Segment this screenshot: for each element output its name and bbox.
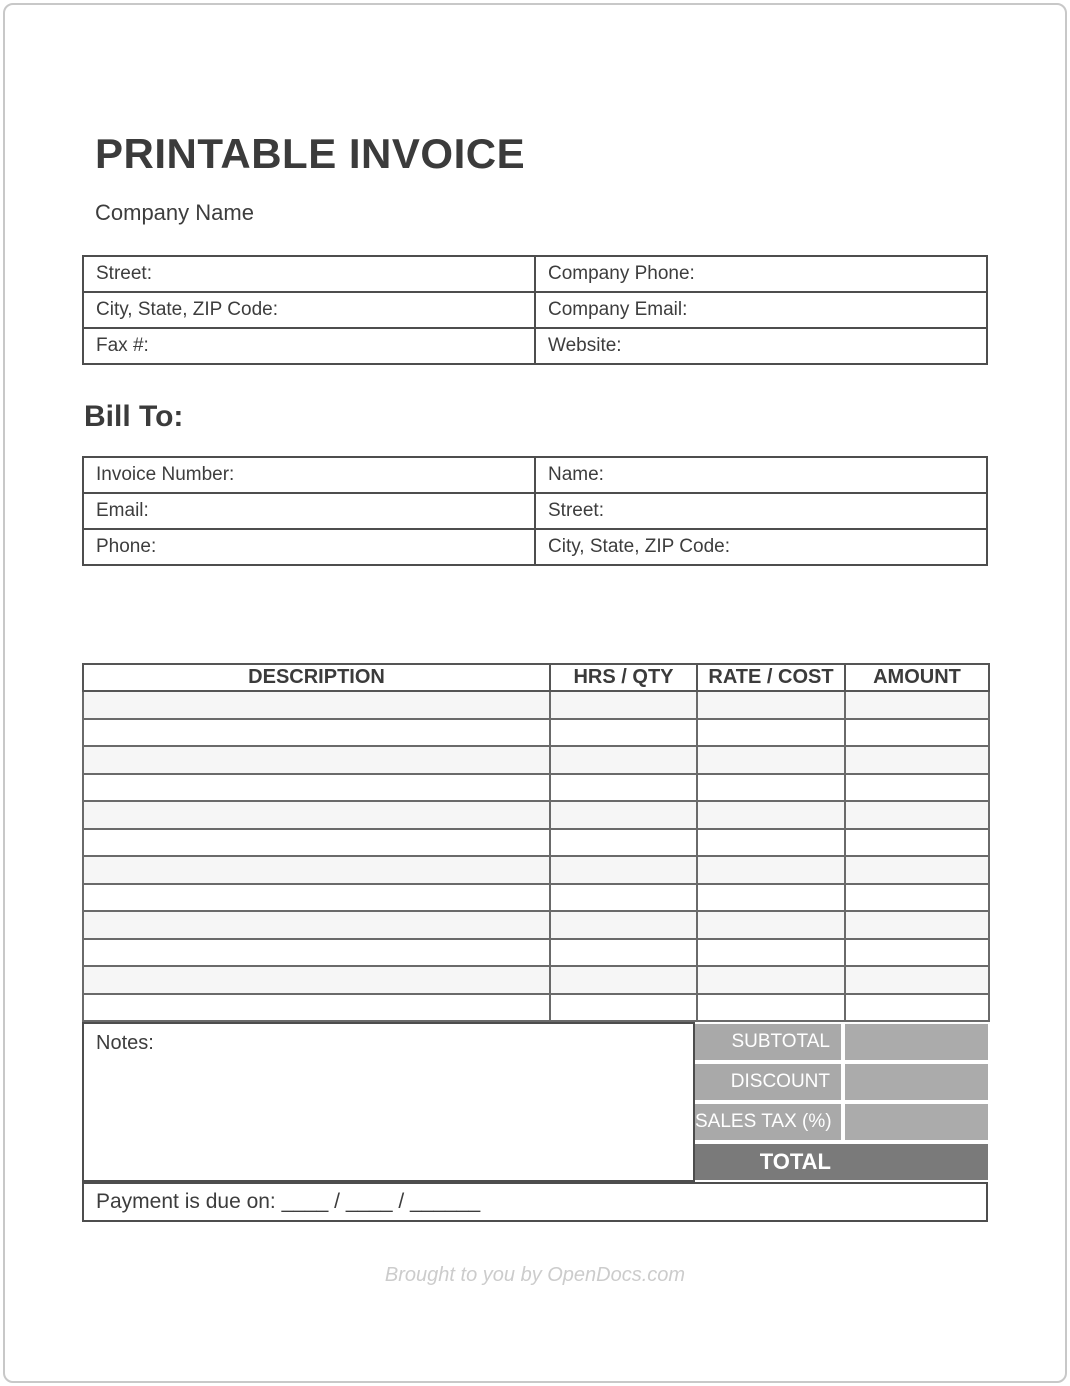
item-cell [83,966,550,994]
item-cell [83,829,550,857]
total-bar: TOTAL [695,1144,988,1180]
item-cell [550,911,697,939]
footer-credit: Brought to you by OpenDocs.com [384,1264,686,1286]
company-info-row [83,328,987,364]
item-cell [697,746,845,774]
invoice-page [3,3,1067,1383]
item-cell [83,746,550,774]
item-cell [550,994,697,1022]
payment-due-row [82,1182,988,1222]
item-cell [83,801,550,829]
item-cell [550,691,697,719]
items-header-row [83,664,989,691]
column-header-rate-cost: RATE / COST [697,664,845,691]
item-row [83,856,989,884]
item-cell [550,829,697,857]
company-name: Company Name [95,200,254,225]
sales-tax-label: SALES TAX (%) [695,1104,841,1140]
item-cell [83,719,550,747]
item-cell [845,691,989,719]
item-row [83,774,989,802]
subtotal-label: SUBTOTAL [695,1024,841,1060]
item-cell [83,884,550,912]
item-cell [845,719,989,747]
notes-label: Notes: [96,1032,154,1054]
items-table [82,663,990,1022]
bill-city-state-zip-label-cell: City, State, ZIP Code: [535,529,987,565]
phone-label-cell: Phone: [83,529,535,565]
bill-to-row [83,457,987,493]
company-phone-label-cell: Company Phone: [535,256,987,292]
bill-to-row [83,529,987,565]
item-cell [550,719,697,747]
item-cell [550,884,697,912]
item-row [83,746,989,774]
item-cell [697,884,845,912]
item-row [83,884,989,912]
item-cell [697,939,845,967]
column-header-amount: AMOUNT [845,664,989,691]
website-label-cell: Website: [535,328,987,364]
bill-street-label-cell: Street: [535,493,987,529]
payment-due-text: Payment is due on: ____ / ____ / ______ [96,1190,481,1213]
item-cell [550,746,697,774]
street-label-cell: Street: [83,256,535,292]
item-row [83,994,989,1022]
notes-box [82,1022,695,1182]
item-cell [83,911,550,939]
item-cell [697,719,845,747]
item-cell [845,884,989,912]
item-cell [83,856,550,884]
page-title: PRINTABLE INVOICE [95,130,526,177]
item-cell [697,691,845,719]
company-info-table [82,255,988,365]
item-cell [83,939,550,967]
discount-value [845,1064,988,1100]
item-row [83,829,989,857]
company-email-label-cell: Company Email: [535,292,987,328]
sales-tax-value [845,1104,988,1140]
item-cell [697,994,845,1022]
column-header-hrs-qty: HRS / QTY [550,664,697,691]
item-cell [845,746,989,774]
bill-to-row [83,493,987,529]
bill-to-heading: Bill To: [84,400,184,433]
items-table-body [83,691,989,1021]
company-info-row [83,256,987,292]
item-cell [845,829,989,857]
item-cell [83,691,550,719]
item-row [83,939,989,967]
item-cell [550,801,697,829]
fax-label-cell: Fax #: [83,328,535,364]
item-cell [697,966,845,994]
item-cell [845,801,989,829]
company-info-row [83,292,987,328]
item-cell [845,966,989,994]
item-row [83,801,989,829]
item-cell [83,994,550,1022]
discount-label: DISCOUNT [695,1064,841,1100]
item-cell [83,774,550,802]
item-cell [845,774,989,802]
item-cell [550,774,697,802]
item-row [83,719,989,747]
subtotal-value [845,1024,988,1060]
city-state-zip-label-cell: City, State, ZIP Code: [83,292,535,328]
bill-to-table [82,456,988,566]
item-cell [550,939,697,967]
totals-section [82,1022,988,1182]
item-row [83,691,989,719]
item-cell [845,939,989,967]
item-row [83,966,989,994]
item-cell [550,966,697,994]
totals-grid [695,1022,988,1182]
item-cell [845,994,989,1022]
item-cell [697,774,845,802]
email-label-cell: Email: [83,493,535,529]
item-cell [845,911,989,939]
invoice-number-label-cell: Invoice Number: [83,457,535,493]
item-cell [697,856,845,884]
item-row [83,911,989,939]
item-cell [697,911,845,939]
invoice-content [82,132,988,1287]
item-cell [697,801,845,829]
item-cell [697,829,845,857]
column-header-description: DESCRIPTION [83,664,550,691]
name-label-cell: Name: [535,457,987,493]
item-cell [845,856,989,884]
item-cell [550,856,697,884]
